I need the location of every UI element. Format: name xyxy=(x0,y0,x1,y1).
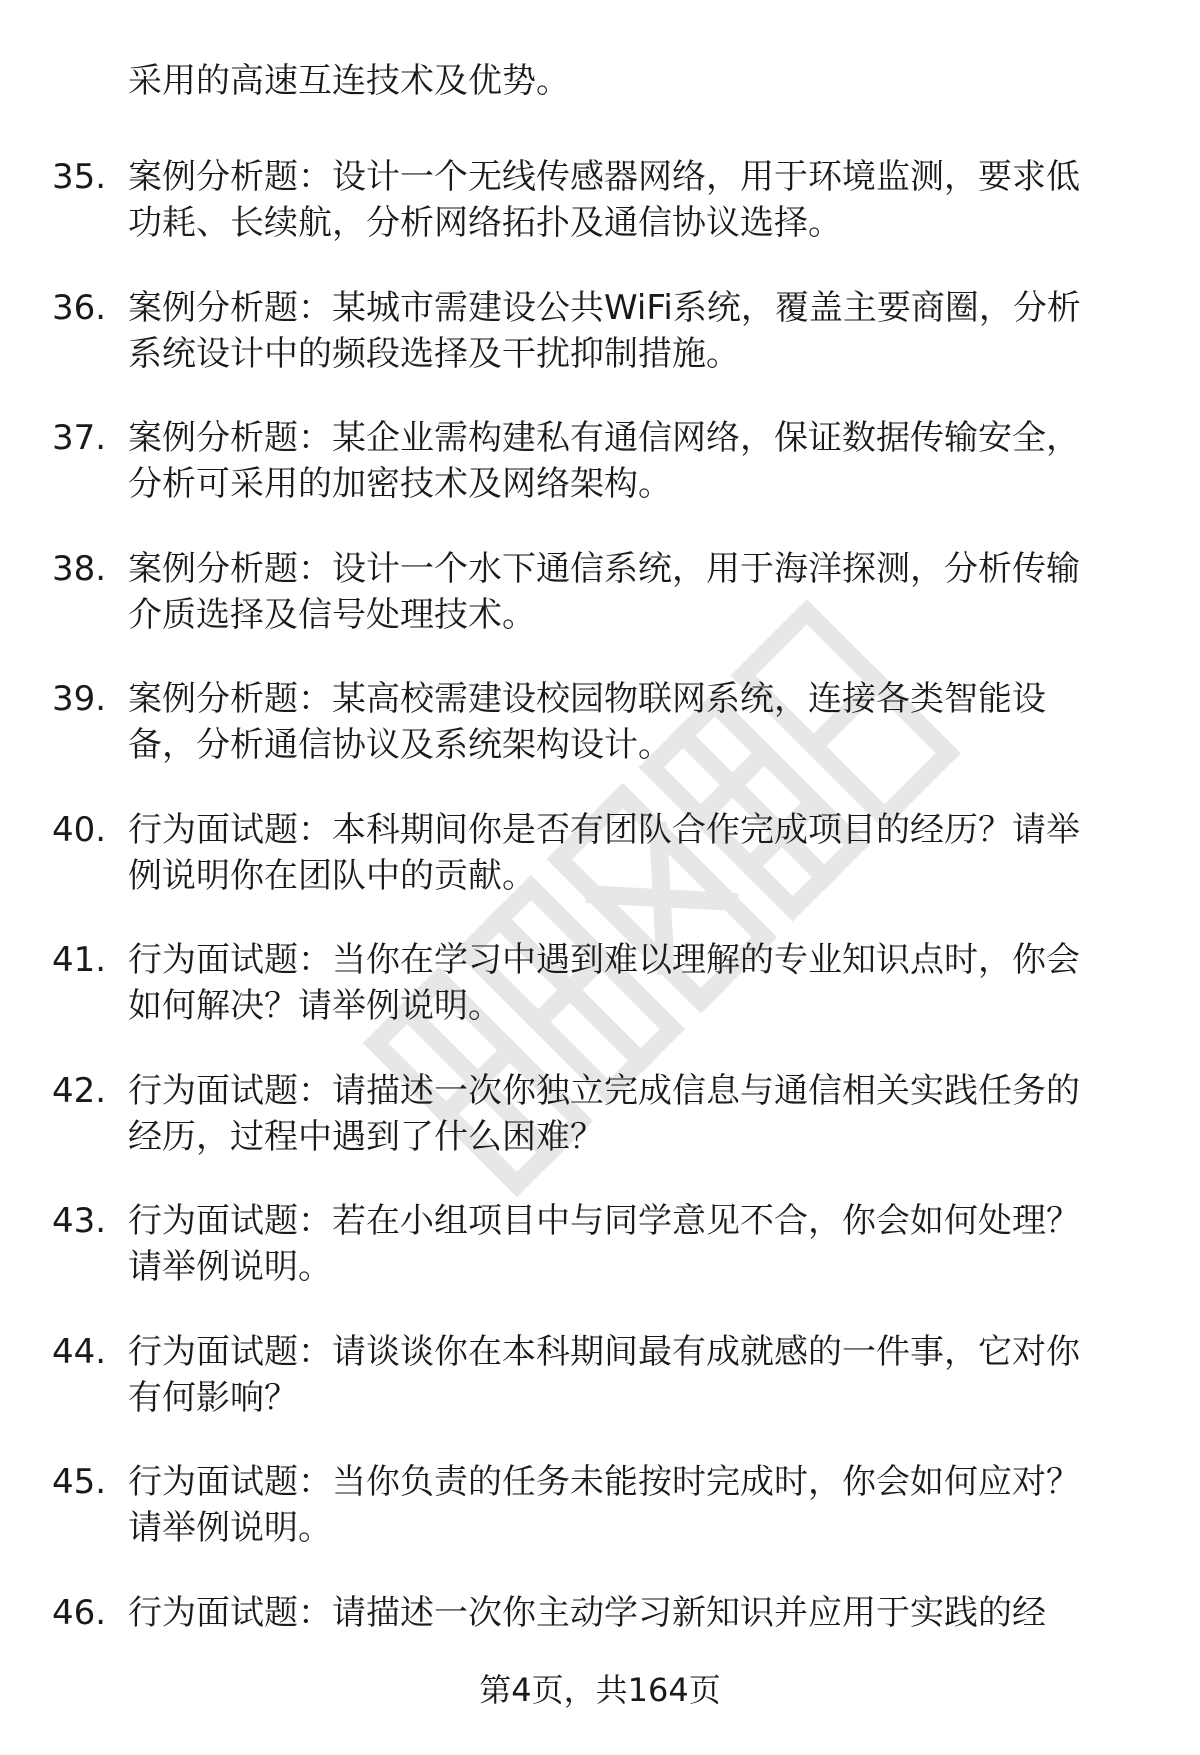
item-number: 38. xyxy=(52,548,107,589)
list-item xyxy=(0,807,1200,938)
item-text-line: 功耗、长续航，分析网络拓扑及通信协议选择。 xyxy=(128,203,842,243)
item-number: 44. xyxy=(52,1331,107,1372)
item-text-line: 请举例说明。 xyxy=(128,1247,332,1287)
item-text-line: 行为面试题：请描述一次你主动学习新知识并应用于实践的经 xyxy=(128,1592,1046,1633)
list-item xyxy=(0,1198,1200,1329)
item-text xyxy=(128,1198,1148,1290)
item-text xyxy=(128,676,1148,768)
item-text xyxy=(128,1068,1148,1160)
item-number: 43. xyxy=(52,1201,107,1241)
list-item xyxy=(0,937,1200,1068)
item-text xyxy=(128,937,1148,1029)
item-number: 40. xyxy=(52,809,107,850)
item-text-line: 行为面试题：请描述一次你独立完成信息与通信相关实践任务的 xyxy=(128,1070,1080,1111)
item-number: 37. xyxy=(52,418,107,458)
item-text-line: 介质选择及信号处理技术。 xyxy=(128,594,536,635)
item-text-line: 行为面试题：请谈谈你在本科期间最有成就感的一件事，它对你 xyxy=(128,1331,1080,1372)
item-number: 41. xyxy=(52,940,107,980)
item-number: 35. xyxy=(52,157,107,197)
item-text-line: 案例分析题：某城市需建设公共WiFi系统，覆盖主要商圈，分析 xyxy=(128,287,1081,328)
list-item xyxy=(0,546,1200,677)
item-text xyxy=(128,285,1148,377)
item-text-line: 经历，过程中遇到了什么困难？ xyxy=(128,1116,604,1157)
item-text xyxy=(128,154,1148,246)
item-text xyxy=(128,807,1148,899)
item-text-line: 案例分析题：设计一个无线传感器网络，用于环境监测，要求低 xyxy=(128,157,1080,197)
item-number: 45. xyxy=(52,1462,107,1502)
item-text-line: 案例分析题：某企业需构建私有通信网络，保证数据传输安全， xyxy=(128,418,1080,458)
item-text-line: 行为面试题：当你在学习中遇到难以理解的专业知识点时，你会 xyxy=(128,940,1080,980)
page-footer: 第4页，共164页 xyxy=(479,1671,721,1709)
question-list xyxy=(0,154,1200,1720)
item-text-line: 行为面试题：当你负责的任务未能按时完成时，你会如何应对？ xyxy=(128,1462,1080,1502)
item-text-line: 行为面试题：若在小组项目中与同学意见不合，你会如何处理？ xyxy=(128,1201,1080,1241)
item-text-line: 行为面试题：本科期间你是否有团队合作完成项目的经历？请举 xyxy=(128,809,1080,850)
item-text xyxy=(128,1590,1148,1636)
item-text-line: 备，分析通信协议及系统架构设计。 xyxy=(128,725,672,765)
list-item xyxy=(0,1329,1200,1460)
item-text xyxy=(128,415,1148,507)
item-number: 36. xyxy=(52,287,107,328)
item-text-line: 如何解决？请举例说明。 xyxy=(128,986,502,1026)
item-text-line: 例说明你在团队中的贡献。 xyxy=(128,855,536,896)
item-text-line: 案例分析题：某高校需建设校园物联网系统，连接各类智能设 xyxy=(128,679,1046,719)
item-text-line: 分析可采用的加密技术及网络架构。 xyxy=(128,464,672,504)
item-text xyxy=(128,1329,1148,1421)
item-text-line: 系统设计中的频段选择及干扰抑制措施。 xyxy=(128,333,740,374)
list-item xyxy=(0,1459,1200,1590)
item-number: 46. xyxy=(52,1592,107,1633)
item-text-line: 请举例说明。 xyxy=(128,1508,332,1548)
item-number: 39. xyxy=(52,679,107,719)
list-item xyxy=(0,154,1200,285)
item-text-line: 案例分析题：设计一个水下通信系统，用于海洋探测，分析传输 xyxy=(128,548,1080,589)
item-text xyxy=(128,546,1148,638)
list-item xyxy=(0,1068,1200,1199)
continuation-line: 采用的高速互连技术及优势。 xyxy=(128,61,570,101)
item-text-line: 有何影响？ xyxy=(128,1377,298,1418)
item-text xyxy=(128,1459,1148,1551)
list-item xyxy=(0,285,1200,416)
item-number: 42. xyxy=(52,1070,107,1111)
list-item xyxy=(0,676,1200,807)
list-item xyxy=(0,415,1200,546)
